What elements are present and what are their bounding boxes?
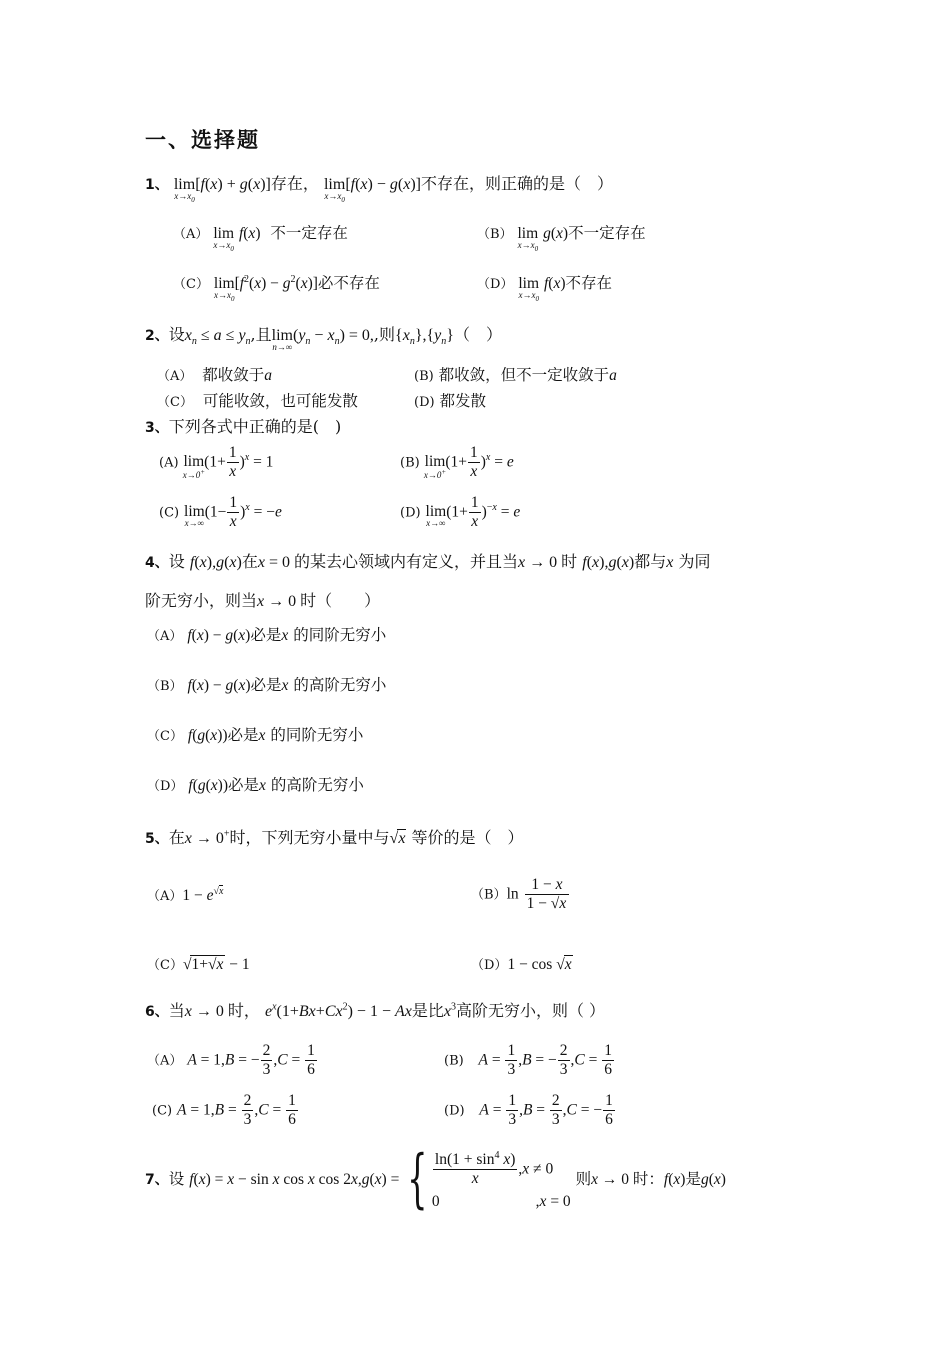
- question-text: 不存在，则正确的是（ ）: [420, 174, 613, 193]
- option-text: 的同阶无穷小: [293, 626, 387, 644]
- question-text: 时，下列无穷小量中与: [229, 828, 390, 847]
- question-number: 7、: [145, 1172, 169, 1189]
- question-text: 都与: [634, 552, 667, 571]
- option-label: (D): [444, 1103, 465, 1119]
- option-3a[interactable]: (A) lim x→0+ (1+ $\frac{1}{x}$ )$^x$ = 1: [159, 444, 274, 480]
- option-6b[interactable]: (B) A = $\frac{1}{3}$ ,B = − $\frac{2}{3}$ ,C = $\frac{1}{6}$: [444, 1042, 612, 1078]
- question-text: 设: [168, 1170, 185, 1189]
- option-text: 可能收敛，也可能发散: [202, 392, 358, 410]
- option-label: （B）: [477, 227, 513, 242]
- option-text: 不一定存在: [568, 224, 646, 242]
- question-text: 在: [241, 552, 258, 571]
- question-text: 时（ ）: [300, 591, 381, 610]
- option-6a[interactable]: （A） A = 1,B = − $\frac{2}{3}$ ,C = $\frac{1}{6}$: [147, 1042, 315, 1078]
- option-label: （A）: [147, 629, 183, 644]
- question-text: 则: [575, 1170, 592, 1189]
- option-5b[interactable]: （B）ln $\frac{1 - x}{1 - √x}$: [471, 876, 570, 913]
- option-label: (C): [152, 1103, 173, 1119]
- option-label: (D): [400, 505, 421, 521]
- math-lim: lim $x\to x_0$: [518, 275, 540, 303]
- option-1a[interactable]: （A） lim $x\to x_0$ f(x) 不一定存在: [173, 224, 348, 253]
- option-label: (B): [444, 1053, 464, 1069]
- option-1d[interactable]: （D） lim $x\to x_0$ f(x)不存在: [477, 274, 613, 303]
- math-lim: lim $x\to x_0$: [517, 225, 539, 253]
- question-3: [145, 419, 341, 435]
- option-label: （C）: [147, 958, 183, 973]
- option-text: 必是: [228, 776, 260, 794]
- option-label: （C）: [173, 277, 209, 292]
- question-number: 5、: [145, 831, 169, 847]
- math-lim: lim x→∞: [425, 503, 447, 528]
- question-4: 4、设 f(x),g(x)在x = 0 的某去心领域内有定义，并且当x → 0 时 f(x),g(x)都与x 为同: [145, 552, 711, 571]
- option-label: （C）: [157, 395, 193, 410]
- question-text: 当: [168, 1001, 185, 1020]
- option-label: （B）: [147, 679, 183, 694]
- option-4a[interactable]: （A） f(x) − g(x)必是x 的同阶无穷小: [147, 626, 387, 644]
- option-4c[interactable]: （C） f(g(x))必是x 的同阶无穷小: [147, 726, 364, 744]
- option-text: 都发散: [439, 392, 487, 410]
- question-text: （ ）: [453, 325, 502, 344]
- question-text: 是比: [411, 1001, 444, 1020]
- question-text: ,且: [250, 325, 272, 344]
- option-2d[interactable]: [414, 394, 486, 410]
- section-title: 一、选择题: [145, 128, 260, 152]
- option-text: 必是: [250, 626, 282, 644]
- question-6: 6、当x → 0 时， $e^x(1+Bx+Cx^2) - 1 - Ax$是比$x^3$高阶无穷小，则（ ）: [145, 1001, 606, 1020]
- option-text: 的同阶无穷小: [270, 726, 364, 744]
- piecewise-cases: $\frac{\ln(1 + \sin^4 x)}{x}$ ,x ≠ 0 0 ,x = 0: [431, 1149, 571, 1210]
- option-text: 必不存在: [317, 274, 380, 292]
- option-label: （D）: [471, 958, 508, 973]
- math-lim: lim x→∞: [184, 503, 205, 528]
- option-label: （B）: [471, 887, 507, 903]
- option-6c[interactable]: (C) A = 1,B = $\frac{2}{3}$ ,C = $\frac{1}{6}$: [152, 1092, 296, 1128]
- option-text: 都收敛于: [202, 366, 265, 384]
- question-text: 设: [168, 325, 185, 344]
- option-label: (D): [414, 395, 435, 410]
- option-label: (A): [159, 455, 179, 471]
- question-number: 6、: [145, 1004, 169, 1020]
- option-label: （D）: [147, 779, 184, 794]
- question-1: 1、 lim $x\to x_0$ [f(x) + g(x)]存在， lim $x\to x_0$ [f(x) − g(x)]不存在，则正确的是（ ）: [145, 174, 613, 204]
- question-text: 时，: [227, 1001, 260, 1020]
- question-number: 4、: [145, 555, 169, 571]
- option-label: (B): [400, 455, 420, 471]
- option-text: 不一定存在: [270, 224, 348, 242]
- option-2c[interactable]: [157, 394, 358, 410]
- option-label: （A）: [147, 1053, 183, 1069]
- option-label: (C): [159, 505, 180, 521]
- option-2a[interactable]: （A） 都收敛于a: [157, 366, 273, 384]
- option-label: （C）: [147, 729, 183, 744]
- option-4d[interactable]: （D） f(g(x))必是x 的高阶无穷小: [147, 776, 364, 794]
- math-lim: lim $x\to x_0$: [213, 225, 234, 253]
- question-text: 等价的是（ ）: [411, 828, 524, 847]
- question-text: ,则: [373, 325, 396, 344]
- option-text: 的高阶无穷小: [270, 776, 364, 794]
- option-text: 的高阶无穷小: [293, 676, 387, 694]
- question-number: 3、: [145, 420, 169, 436]
- option-3c[interactable]: (C) lim x→∞ (1− $\frac{1}{x}$ )$^x$ = −e: [159, 494, 282, 530]
- question-text: 下列各式中正确的是( ): [168, 417, 342, 436]
- question-text: 是: [685, 1170, 701, 1189]
- question-number: 1、: [145, 177, 169, 193]
- question-4-line2: 阶无穷小，则当x → 0 时（ ）: [145, 591, 381, 610]
- question-7: 7、设 f(x) = x − sin x cos x cos 2x,g(x) = { $\frac{\ln(1 + \sin^4 x)}{x}$ ,x ≠ 0 0 ,x = 0 则x → 0 时：f(x)是g(x): [145, 1142, 726, 1217]
- option-2b[interactable]: (B) 都收敛，但不一定收敛于a: [414, 366, 617, 384]
- option-label: （D）: [477, 277, 514, 292]
- option-label: （A）: [157, 369, 193, 384]
- question-text: 时: [561, 552, 578, 571]
- option-6d[interactable]: (D) A = $\frac{1}{3}$ ,B = $\frac{2}{3}$ ,C = − $\frac{1}{6}$: [444, 1092, 613, 1128]
- math-lim: lim n→∞: [271, 327, 293, 352]
- option-text: 都收敛，但不一定收敛于: [438, 366, 610, 384]
- question-text: 时：: [632, 1170, 664, 1189]
- math-lim: lim $x\to x_0$: [173, 176, 196, 204]
- option-label: （A）: [147, 889, 183, 904]
- option-1c[interactable]: （C） lim $x\to x_0$ $[f^2(x) - g^2(x)]$必不存在: [173, 273, 380, 303]
- option-text: 必是: [227, 726, 259, 744]
- option-5c[interactable]: （C）√1+√x − 1: [147, 956, 250, 973]
- math-lim: lim x→0+: [182, 453, 205, 480]
- option-text: 必是: [250, 676, 282, 694]
- question-text: 在: [168, 828, 185, 847]
- question-text: 设: [168, 552, 185, 571]
- option-label: （A）: [173, 227, 209, 242]
- question-text: 存在，: [270, 174, 319, 193]
- option-text: 不存在: [565, 274, 613, 292]
- question-number: 2、: [145, 328, 169, 344]
- option-5d[interactable]: （D）1 − cos √x: [471, 956, 572, 973]
- piecewise-brace: {: [407, 1142, 428, 1217]
- option-label: (B): [414, 369, 434, 384]
- option-3b[interactable]: (B) lim x→0+ (1+ $\frac{1}{x}$ )$^x$ = e: [400, 444, 514, 480]
- question-2: 2、设$x_n \le a \le y_n$,且lim n→∞ $(y_n - x_n) = 0$,,则$\{x_n\},\{y_n\}$（ ）: [145, 325, 502, 352]
- question-5: 5、在x → 0+时，下列无穷小量中与√x 等价的是（ ）: [145, 828, 524, 847]
- math-lim: lim x→0+: [423, 453, 447, 480]
- question-text: 的某去心领域内有定义，并且当: [294, 552, 519, 571]
- option-1b[interactable]: （B） lim $x\to x_0$ g(x)不一定存在: [477, 224, 646, 253]
- option-4b[interactable]: （B） f(x) − g(x)必是x 的高阶无穷小: [147, 676, 387, 694]
- question-text: 高阶无穷小，则（ ）: [455, 1001, 606, 1020]
- question-text: 阶无穷小，则当: [145, 591, 258, 610]
- option-3d[interactable]: (D) lim x→∞ (1+ $\frac{1}{x}$ )$^{-x}$ = e: [400, 494, 521, 530]
- option-5a[interactable]: $(A)1 - e^{√x}$: [147, 885, 224, 904]
- math-lim: lim $x\to x_0$: [213, 275, 235, 303]
- question-text: 为同: [678, 552, 711, 571]
- math-lim: lim $x\to x_0$: [323, 176, 346, 204]
